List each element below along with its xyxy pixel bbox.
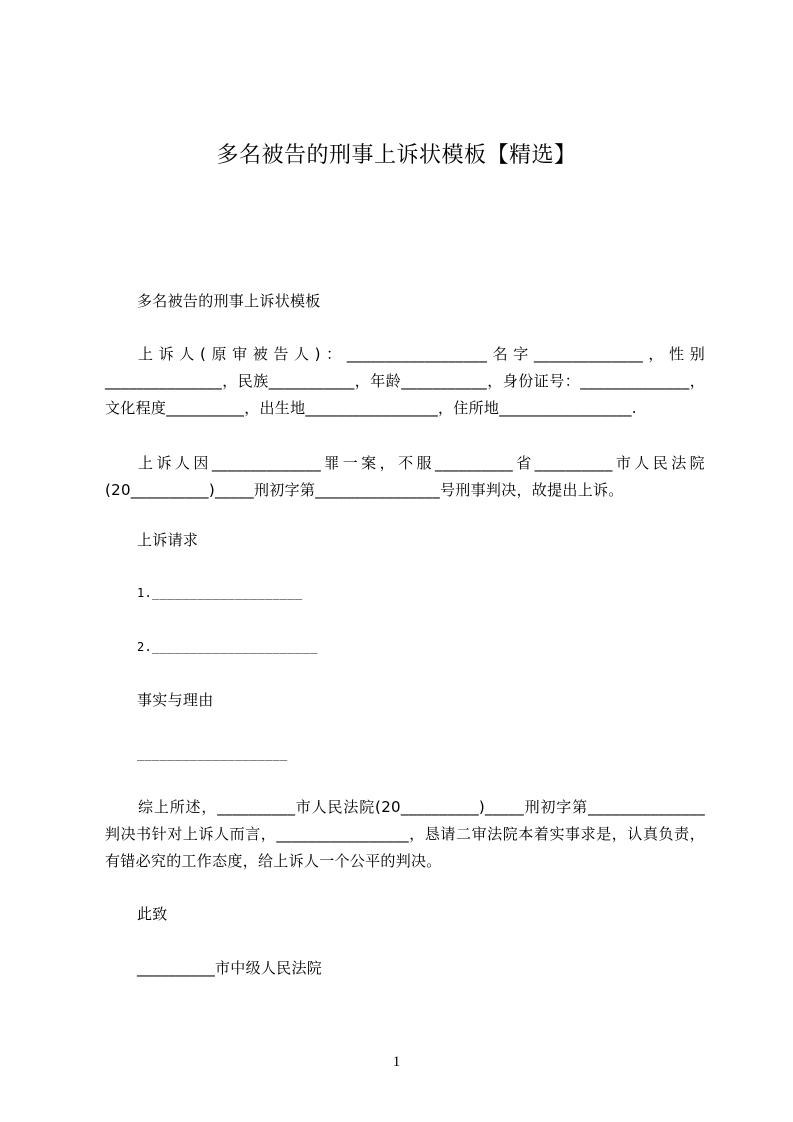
requests-heading: 上诉请求: [137, 531, 199, 549]
request-item-2: 2.______________________: [137, 640, 318, 654]
facts-heading: 事实与理由: [137, 691, 214, 709]
court-name: __________市中级人民法院: [137, 959, 323, 977]
appeal-reason-paragraph: 上诉人因______________罪一案，不服__________省__________市人民法院(20__________)_____刑初字第________________号刑事判决，故提出上诉。: [105, 454, 705, 499]
facts-blank: ____________________: [137, 747, 288, 761]
summary-paragraph: 综上所述，__________市人民法院(20__________)_____刑初字第_______________判决书针对上诉人而言，_________________，恳请二审法院本着实事求是，认真负责，有错必究的工作态度，给上诉人一个公平的判决。: [105, 798, 705, 870]
document-title: 多名被告的刑事上诉状模板【精选】: [216, 143, 577, 168]
document-subtitle: 多名被告的刑事上诉状模板: [137, 292, 321, 310]
salutation: 此致: [137, 905, 168, 923]
request-item-1: 1.____________________: [137, 586, 303, 600]
page-number: 1: [392, 1054, 401, 1070]
appellant-info-paragraph: 上诉人(原审被告人)：__________________名字______________，性别_______________，民族___________，年龄___________，身份证号：______________，文化程度__________，出生地_________________，住所地_________________.: [105, 345, 705, 417]
